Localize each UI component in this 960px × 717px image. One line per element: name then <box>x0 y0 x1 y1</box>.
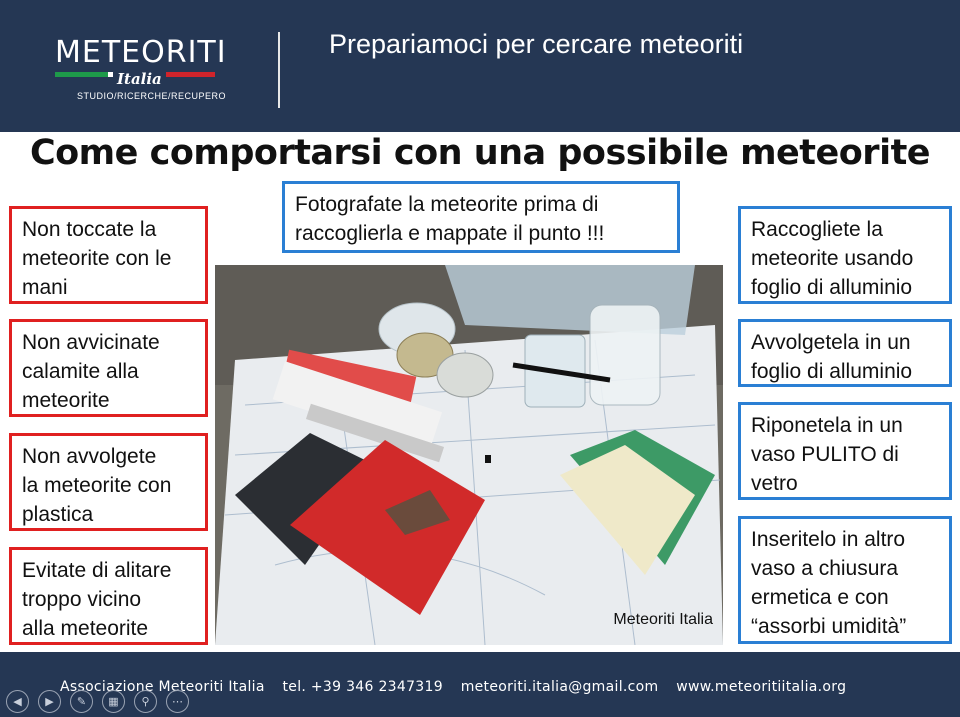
slideshow-controls <box>6 690 189 713</box>
footer-email[interactable]: meteoriti.italia@gmail.com <box>460 679 659 695</box>
logo-tagline: STUDIO/RICERCHE/RECUPERO <box>77 91 227 101</box>
next-icon[interactable]: ▶ <box>38 690 61 713</box>
previous-icon[interactable]: ◀ <box>6 690 29 713</box>
left-tip-box-2: Non avvicinate calamite alla meteorite <box>9 319 208 417</box>
header-divider <box>278 32 280 108</box>
left-tip-box-1: Non toccate la meteorite con le mani <box>9 206 208 304</box>
header-bar <box>0 0 960 132</box>
left-tip-box-4: Evitate di alitare troppo vicino alla meteorite <box>9 547 208 645</box>
more-icon[interactable]: ⋯ <box>166 690 189 713</box>
footer-website[interactable]: www.meteoritiitalia.org <box>676 679 847 695</box>
left-tip-box-3: Non avvolgete la meteorite con plastica <box>9 433 208 531</box>
photograph-instruction-box: Fotografate la meteorite prima di raccoglierla e mappate il punto !!! <box>282 181 680 253</box>
zoom-icon[interactable]: ⚲ <box>134 690 157 713</box>
right-tip-box-1: Raccogliete la meteorite usando foglio di alluminio <box>738 206 952 304</box>
logo-title: METEORITI <box>55 35 227 70</box>
photo-caption: Meteoriti Italia <box>613 611 713 628</box>
right-tip-box-2: Avvolgetela in un foglio di alluminio <box>738 319 952 387</box>
logo-subtitle: Italia <box>113 70 166 88</box>
logo <box>55 36 225 101</box>
pen-icon[interactable]: ✎ <box>70 690 93 713</box>
right-tip-box-4: Inseritelo in altro vaso a chiusura ermetica e con “assorbi umidità” <box>738 516 952 644</box>
main-heading: Come comportarsi con una possibile meteorite <box>29 133 931 173</box>
photo-illustration <box>215 265 723 645</box>
equipment-photo <box>215 265 723 645</box>
footer-bar <box>0 652 960 717</box>
footer-association: Associazione Meteoriti Italia <box>60 679 265 695</box>
slide-title: Prepariamoci per cercare meteoriti <box>329 29 744 59</box>
slides-icon[interactable]: ▦ <box>102 690 125 713</box>
footer-phone: tel. +39 346 2347319 <box>282 679 443 695</box>
right-tip-box-3: Riponetela in un vaso PULITO di vetro <box>738 402 952 500</box>
